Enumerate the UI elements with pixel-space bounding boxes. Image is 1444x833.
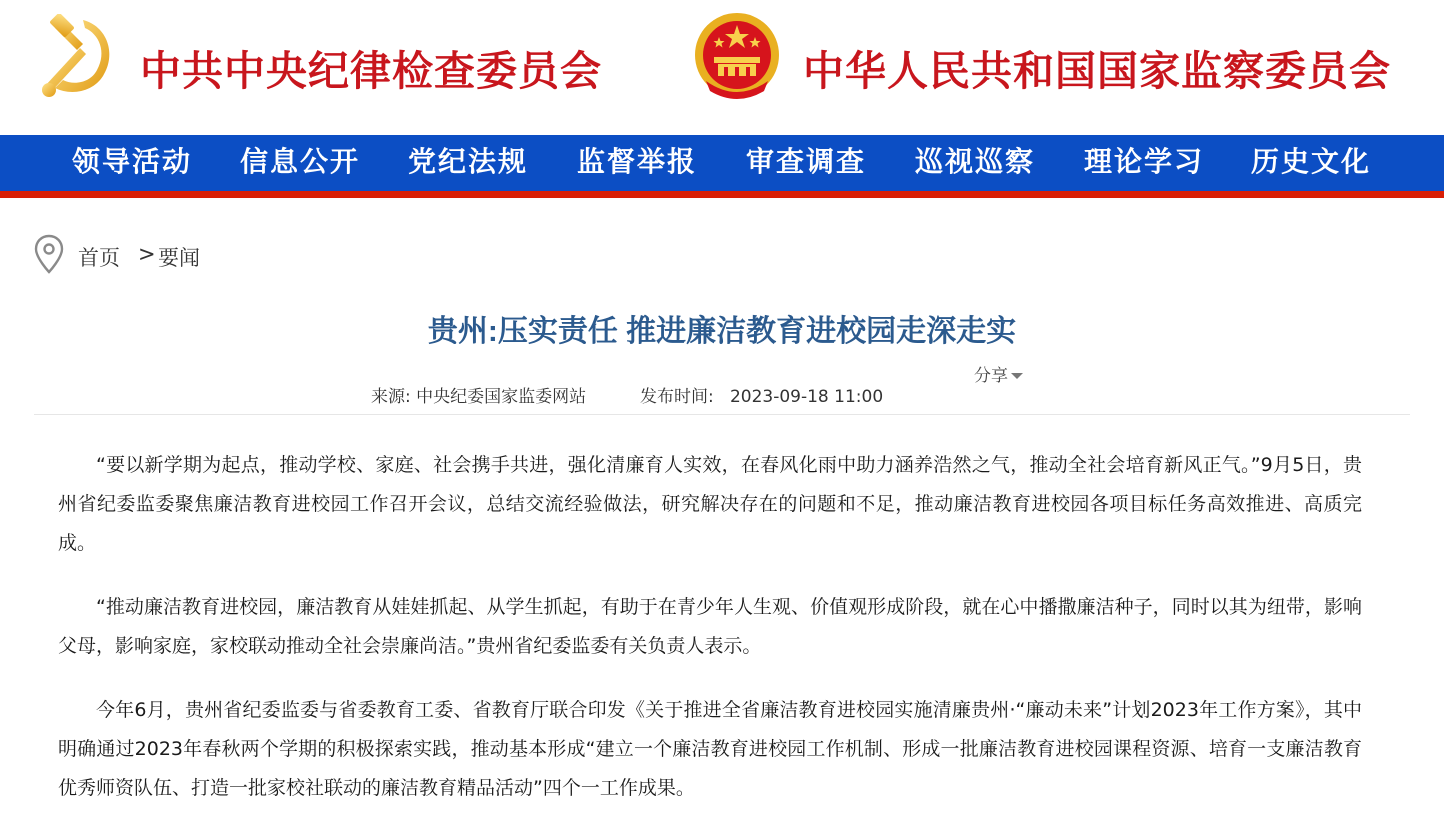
article-paragraph: “要以新学期为起点，推动学校、家庭、社会携手共进，强化清廉育人实效，在春风化雨中助力涵养浩然之气，推动全社会培育新风正气。”9月5日，贵州省纪委监委聚焦廉洁教育进校园工作召开会议，总结交流经验做法，研究解决存在的问题和不足，推动廉洁教育进校园各项目标任务高效推进、高质完成。 (58, 454, 1362, 554)
party-emblem-icon[interactable] (37, 14, 119, 100)
site-header (0, 0, 1444, 135)
source-label: 来源: (371, 387, 411, 407)
article-body (58, 446, 1362, 833)
site-name-cpc[interactable]: 中共中央纪律检查委员会 (140, 47, 602, 95)
nav-item-regulations[interactable]: 党纪法规 (408, 145, 529, 178)
share-button[interactable] (974, 361, 1023, 386)
national-emblem-icon[interactable] (692, 11, 782, 103)
nav-item-inspection[interactable]: 巡视巡察 (915, 145, 1036, 178)
site-name-nsc[interactable]: 中华人民共和国国家监察委员会 (803, 47, 1391, 95)
nav-item-history[interactable]: 历史文化 (1251, 145, 1372, 178)
breadcrumb-separator: > (138, 242, 156, 266)
breadcrumb-home-link[interactable]: 首页 (78, 246, 120, 270)
nav-item-report[interactable]: 监督举报 (577, 145, 698, 178)
main-nav-bar (0, 135, 1444, 191)
nav-item-leadership[interactable]: 领导活动 (72, 145, 193, 178)
article-source (371, 382, 586, 407)
nav-item-info-disclosure[interactable]: 信息公开 (240, 145, 361, 178)
location-pin-icon (34, 234, 64, 274)
nav-item-investigation[interactable]: 审查调查 (746, 145, 867, 178)
caret-down-icon (1011, 373, 1023, 379)
article-publish-time (640, 382, 883, 407)
share-label: 分享 (974, 366, 1008, 386)
article-title: 贵州:压实责任 推进廉洁教育进校园走深走实 (427, 315, 1017, 348)
article-paragraph: 今年6月，贵州省纪委监委与省委教育工委、省教育厅联合印发《关于推进全省廉洁教育进校园实施清廉贵州·“廉动未来”计划2023年工作方案》，其中明确通过2023年春秋两个学期的积极探索实践，推动基本形成“建立一个廉洁教育进校园工作机制、形成一批廉洁教育进校园课程资源、培育一支廉洁教育优秀师资队伍、打造一批家校社联动的廉洁教育精品活动”四个一工作成果。 (58, 699, 1362, 799)
time-label: 发布时间: (640, 387, 714, 407)
nav-item-theory[interactable]: 理论学习 (1084, 145, 1205, 178)
time-value: 2023-09-18 11:00 (729, 387, 884, 407)
nav-red-stripe (0, 191, 1444, 198)
breadcrumb-current-link[interactable]: 要闻 (158, 246, 200, 270)
article-paragraph: “推动廉洁教育进校园，廉洁教育从娃娃抓起、从学生抓起，有助于在青少年人生观、价值观形成阶段，就在心中播撒廉洁种子，同时以其为纽带，影响父母，影响家庭，家校联动推动全社会崇廉尚洁。”贵州省纪委监委有关负责人表示。 (58, 596, 1362, 657)
meta-divider (34, 414, 1410, 415)
source-value: 中央纪委国家监委网站 (416, 387, 587, 407)
